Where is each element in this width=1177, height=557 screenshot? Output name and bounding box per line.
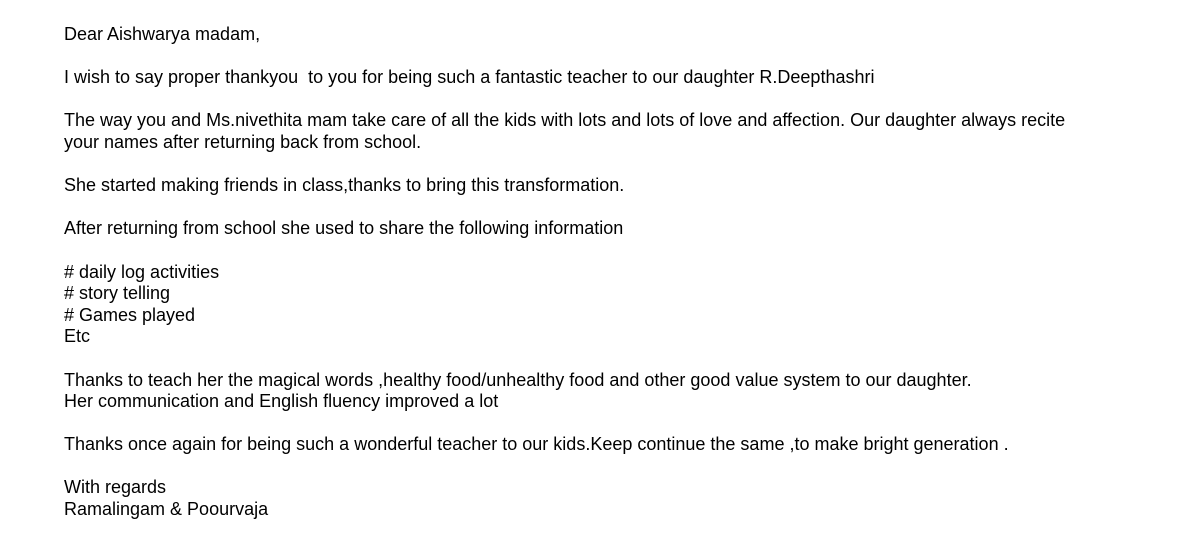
list-item: # story telling: [64, 283, 171, 304]
list-item: # Games played: [64, 304, 196, 325]
paragraph-gap: [64, 348, 1144, 370]
paragraph-gap: [64, 240, 1144, 262]
paragraph-gap: [64, 456, 1144, 478]
paragraph-gap: [64, 89, 1144, 111]
gratitude-paragraph: Thanks once again for being such a wonderful teacher to our kids.Keep continue the same ,to make bright generation .: [64, 434, 1009, 455]
paragraph-gap: [64, 46, 1144, 68]
friends-paragraph: She started making friends in class,thanks to bring this transformation.: [64, 175, 625, 196]
values-paragraph-line-1: Thanks to teach her the magical words ,healthy food/unhealthy food and other good value system to our daughter.: [64, 369, 972, 390]
paragraph-gap: [64, 154, 1144, 176]
care-paragraph-line-2: your names after returning back from school.: [64, 131, 422, 152]
thanks-paragraph: I wish to say proper thankyou to you for being such a fantastic teacher to our daughter R.Deepthashri: [64, 67, 875, 88]
values-paragraph-line-2: Her communication and English fluency improved a lot: [64, 391, 499, 412]
closing: With regards: [64, 477, 167, 498]
list-item: # daily log activities: [64, 261, 220, 282]
salutation: Dear Aishwarya madam,: [64, 24, 261, 44]
signature: Ramalingam & Poourvaja: [64, 499, 269, 520]
information-paragraph: After returning from school she used to share the following information: [64, 218, 624, 239]
paragraph-gap: [64, 197, 1144, 219]
list-item: Etc: [64, 326, 91, 347]
letter-document: [64, 24, 1144, 521]
paragraph-gap: [64, 413, 1144, 435]
care-paragraph-line-1: The way you and Ms.nivethita mam take care of all the kids with lots and lots of love and affection. Our daughter always recite: [64, 110, 1066, 131]
